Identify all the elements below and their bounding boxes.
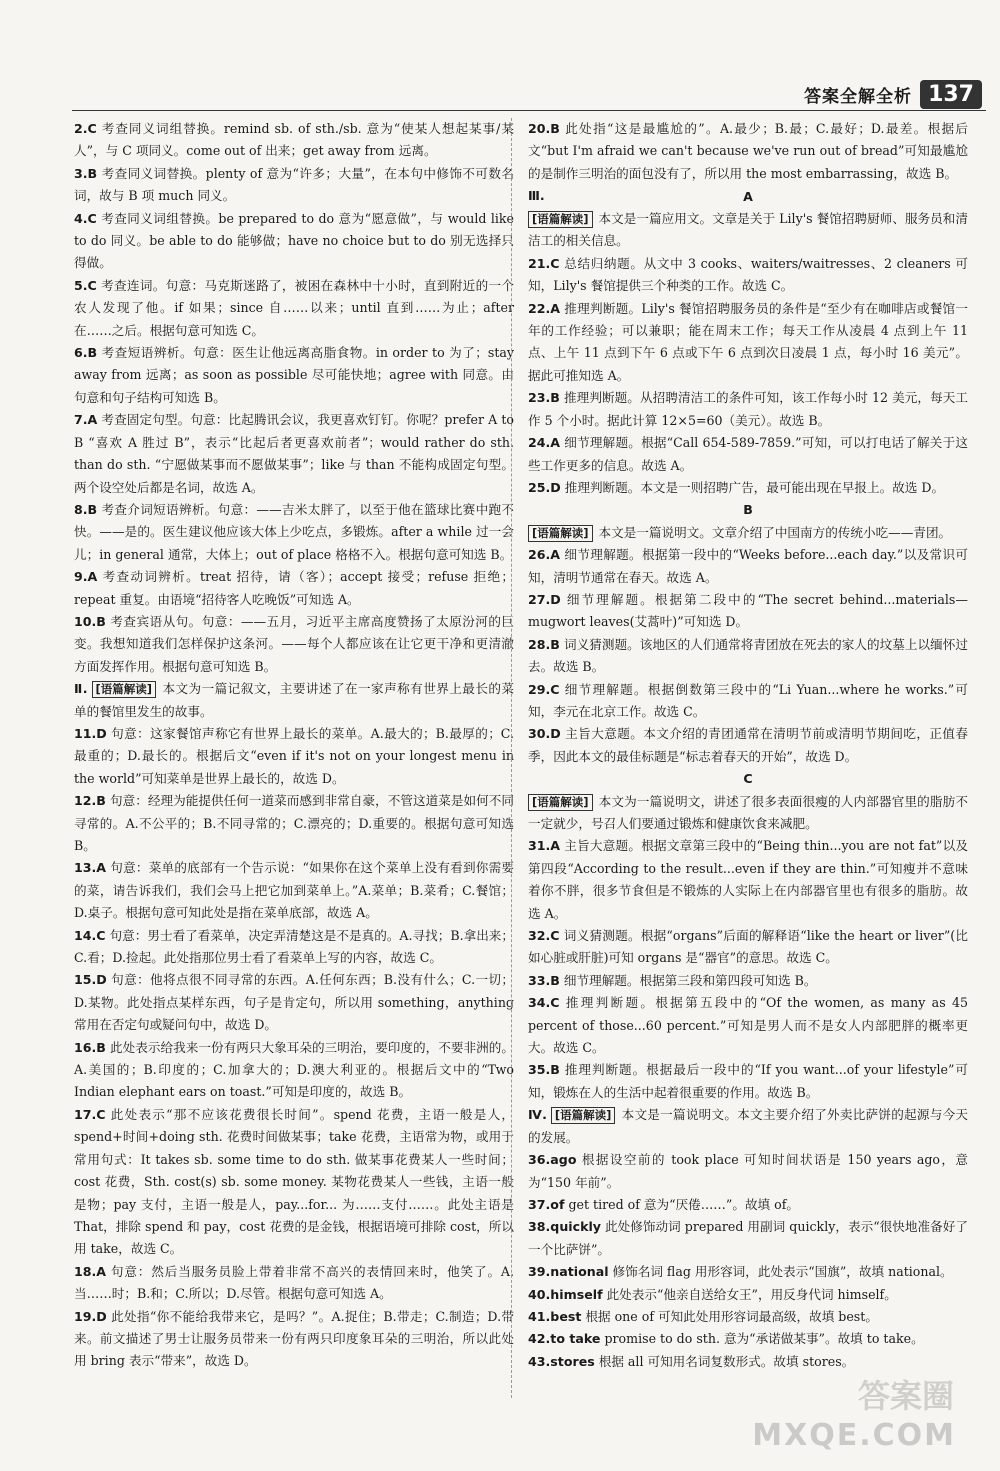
answer-number: 17.C: [74, 1106, 106, 1122]
answer-explanation: 推理判断题。Lily's 餐馆招聘服务员的条件是“至少有在咖啡店或餐馆一年的工作经验；可以兼职；能在周末工作；每天工作从凌晨 4 点到上午 11 点、上午 11 点到下午 6 点或下午 6 点到次日凌晨 1 点，每小时 16 美元”。据此可推知选 A。: [528, 300, 968, 383]
page-header: [804, 80, 982, 109]
answer-number: 18.A: [74, 1263, 107, 1279]
answer-explanation: 本文为一篇说明文，讲述了很多表面很瘦的人内部器官里的脂肪不一定就少，号召人们要通过锻炼和健康饮食来减肥。: [528, 793, 968, 831]
answer-number: 42.to take: [528, 1331, 601, 1347]
answer-entry: [74, 499, 514, 566]
answer-number: 29.C: [528, 681, 560, 697]
answer-number: 31.A: [528, 838, 561, 854]
answer-number: 27.D: [528, 591, 561, 607]
answer-entry: [74, 208, 514, 275]
answer-entry: [528, 118, 968, 185]
answer-explanation: 考查动词辨析。treat 招待，请（客）；accept 接受；refuse 拒绝；repeat 重复。由语境“招待客人吃晚饭”可知选 A。: [74, 569, 514, 607]
answer-entry: [528, 925, 968, 970]
answer-entry: [528, 208, 968, 253]
answer-explanation: 根据 all 可知用名词复数形式。故填 stores。: [598, 1353, 855, 1369]
answer-explanation: 考查宾语从句。句意：——五月，习近平主席高度赞扬了太原汾河的巨变。我想知道我们怎样保护这条河。——每个人都应该在让它更干净和更清澈方面发挥作用。根据句意可知选 B。: [74, 613, 514, 674]
answer-number: 37.of: [528, 1196, 565, 1212]
answer-entry: [528, 970, 968, 992]
answer-number: 11.D: [74, 725, 107, 741]
header-divider: [72, 110, 986, 111]
answer-explanation: 句意：然后当服务员脸上带着非常不高兴的表情回来时，他笑了。A.当……时；B.和；C.所以；D.尽管。根据句意可知选 A。: [74, 1263, 514, 1302]
answer-number: 21.C: [528, 255, 560, 271]
answer-entry: [528, 589, 968, 634]
answer-entry: [528, 1194, 968, 1216]
answer-number: 38.quickly: [528, 1219, 601, 1235]
answer-entry: [74, 969, 514, 1036]
answer-explanation: 推理判断题。本文是一则招聘广告，最可能出现在早报上。故选 D。: [564, 479, 945, 495]
answer-number: 35.B: [528, 1062, 560, 1078]
answer-entry: [528, 791, 968, 836]
answer-entry: [74, 275, 514, 342]
answer-number: 14.C: [74, 927, 106, 943]
answer-entry: [528, 1306, 968, 1328]
answer-explanation: 考查介词短语辨析。句意：——吉米太胖了，以至于他在篮球比赛中跑不快。——是的。医生建议他应该大体上少吃点，多锻炼。after a while 过一会儿；in general 通常，大体上；out of place 格格不入。根据句意可知选 B。: [74, 501, 514, 562]
left-column: [74, 118, 514, 1373]
answer-entry: [528, 992, 968, 1059]
answer-explanation: 句意：这家餐馆声称它有世界上最长的菜单。A.最大的；B.最厚的；C.最重的；D.最长的。根据后文“even if it's not on your longest menu in the world”可知菜单是世界上最长的，故选 D。: [74, 725, 514, 786]
answer-entry: [74, 611, 514, 678]
answer-number: 24.A: [528, 435, 561, 451]
answer-entry: [528, 1261, 968, 1283]
answer-explanation: 此处修饰动词 prepared 用副词 quickly，表示“很快地准备好了一个比萨饼”。: [528, 1219, 968, 1257]
answer-explanation: 本文为一篇记叙文，主要讲述了在一家声称有世界上最长的菜单的餐馆里发生的故事。: [74, 681, 514, 719]
answer-entry: [528, 1351, 968, 1373]
answer-entry: [528, 253, 968, 298]
header-title: 答案全解全析: [804, 87, 913, 107]
answer-number: 30.D: [528, 726, 561, 742]
passage-analysis-tag: [语篇解读]: [551, 1107, 616, 1124]
answer-entry: [528, 1328, 968, 1350]
answer-entry: [74, 409, 514, 499]
answer-number: 13.A: [74, 860, 107, 876]
answer-explanation: 此处表示“那不应该花费很长时间”。spend 花费，主语一般是人，spend+时间+doing sth. 花费时间做某事；take 花费，主语常为物，或用于常用句式：It takes sb. some time to do sth. 做某事花费某人一些时间；cost 花费，Sth. cost(s) sb. some money. 某物花费某人一些钱，主语一般是物；pay 支付，主语一般是人，pay...for... 为……支付……。此处主语是 That，排除 spend 和 pay，cost 花费的是金钱，根据语境可排除 cost，所以用 take，故选 C。: [74, 1106, 514, 1257]
answer-entry: [74, 1037, 514, 1104]
answer-explanation: 修饰名词 flag 用形容词，此处表示“国旗”，故填 national。: [612, 1264, 953, 1280]
answer-explanation: 本文是一篇说明文。本文主要介绍了外卖比萨饼的起源与今天的发展。: [528, 1107, 969, 1145]
answer-number: 19.D: [74, 1308, 107, 1324]
answer-number: 9.A: [74, 569, 98, 585]
answer-entry: [74, 925, 514, 970]
section-letter-heading: C: [743, 771, 753, 787]
answer-entry: [528, 298, 968, 388]
answer-explanation: get tired of 意为“厌倦……”。故填 of。: [568, 1196, 799, 1212]
right-column: [528, 118, 968, 1373]
section-letter-heading: B: [743, 502, 753, 518]
answer-number: 16.B: [74, 1039, 106, 1055]
answer-entry: [74, 1261, 514, 1306]
passage-analysis-tag: [语篇解读]: [528, 211, 593, 228]
watermark-logo: 答案圈 MXQE.COM: [752, 1377, 956, 1453]
answer-explanation: 推理判断题。根据最后一段中的“If you want...of your lifestyle”可知，锻炼在人的生活中起着很重要的作用。故选 B。: [528, 1062, 968, 1100]
answer-number: 23.B: [528, 390, 560, 406]
answer-number: 8.B: [74, 501, 98, 517]
answer-entry: [74, 1306, 514, 1373]
section-roman-heading: Ⅲ.: [528, 188, 545, 204]
answer-number: 2.C: [74, 121, 97, 136]
answer-number: 43.stores: [528, 1353, 595, 1369]
answer-entry: [74, 857, 514, 924]
answer-number: 39.national: [528, 1264, 609, 1280]
answer-number: Ⅳ.: [528, 1107, 547, 1123]
answer-entry: [74, 790, 514, 857]
answer-explanation: 细节理解题。根据“Call 654-589-7859.”可知，可以打电话了解关于这些工作更多的信息。故选 A。: [528, 435, 968, 473]
answer-explanation: 此处指“这是最尴尬的”。A.最少；B.最；C.最好；D.最差。根据后文“but I'm afraid we can't because we've run out of bread”可知最尴尬的是制作三明治的面包没有了，所以用 the most embarrassing，故选 B。: [528, 121, 968, 181]
answer-explanation: 句意：菜单的底部有一个告示说：“如果你在这个菜单上没有看到你需要的菜，请告诉我们，我们会马上把它加到菜单上。”A.菜单；B.菜肴；C.餐馆；D.桌子。根据句意可知此处是指在菜单底部，故选 A。: [74, 860, 514, 921]
answer-explanation: 主旨大意题。本文介绍的青团通常在清明节前或清明节期间吃，正值春季，因此本文的最佳标题是“标志着春天的开始”，故选 D。: [528, 726, 968, 764]
answer-number: 6.B: [74, 345, 98, 361]
answer-entry: [74, 678, 514, 723]
answer-explanation: promise to do sth. 意为“承诺做某事”。故填 to take。: [604, 1331, 924, 1347]
answer-entry: [528, 1216, 968, 1261]
answer-explanation: 本文是一篇应用文。文章是关于 Lily's 餐馆招聘厨师、服务员和清洁工的相关信息。: [528, 211, 968, 249]
answer-explanation: 此处表示“他亲自送给女王”，用反身代词 himself。: [606, 1286, 897, 1302]
answer-explanation: 考查同义词组替换。remind sb. of sth./sb. 意为“使某人想起某事/某人”，与 C 项同义。come out of 出来；get away from 远离。: [74, 121, 514, 159]
answer-entry: [528, 835, 968, 925]
answer-entry: [528, 544, 968, 589]
passage-analysis-tag: [语篇解读]: [528, 525, 593, 542]
answer-entry: [74, 566, 514, 611]
answer-number: 4.C: [74, 210, 97, 226]
answer-explanation: 句意：男士看了看菜单，决定弄清楚这是不是真的。A.寻找；B.拿出来；C.看；D.捡起。此处指那位男士看了看菜单上写的内容，故选 C。: [74, 927, 514, 966]
answer-explanation: 词义猜测题。根据“organs”后面的解释语“like the heart or liver”(比如心脏或肝脏)可知 organs 是“器官”的意思。故选 C。: [528, 928, 968, 966]
answer-explanation: 根据设空前的 took place 可知时间状语是 150 years ago，意为“150 年前”。: [528, 1152, 968, 1190]
answer-entry: [528, 477, 968, 499]
column-divider: [511, 118, 512, 1398]
answer-explanation: 推理判断题。从招聘清洁工的条件可知，该工作每小时 12 美元，每天工作 5 个小时。据此计算 12×5=60（美元）。故选 B。: [528, 390, 968, 428]
answer-number: 40.himself: [528, 1286, 603, 1302]
answer-explanation: 考查同义词组替换。be prepared to do 意为“愿意做”，与 would like to do 同义。be able to do 能够做；have no choice but to do 别无选择只得做。: [74, 210, 514, 271]
answer-explanation: 此处表示给我来一份有两只大象耳朵的三明治，要印度的，不要非洲的。A.美国的；B.印度的；C.加拿大的；D.澳大利亚的。根据后文中的“Two Indian elephant ears on toast.”可知是印度的，故选 B。: [74, 1039, 514, 1100]
answer-number: 3.B: [74, 165, 98, 181]
answer-number: 12.B: [74, 793, 106, 809]
answer-entry: [528, 1149, 968, 1194]
answer-explanation: 考查同义词替换。plenty of 意为“许多；大量”，在本句中修饰不可数名词，故与 B 项 much 同义。: [74, 165, 514, 204]
answer-explanation: 推理判断题。根据第五段中的“Of the women, as many as 45 percent of those...60 percent.”可知是男人而不是女人内部肥胖的概率更大。故选 C。: [528, 995, 968, 1056]
answer-number: 28.B: [528, 636, 560, 652]
answer-entry: [528, 723, 968, 768]
answer-entry: [528, 522, 968, 544]
answer-number: 22.A: [528, 300, 561, 316]
answer-number: 33.B: [528, 972, 560, 988]
answer-explanation: 考查短语辨析。句意：医生让他远离高脂食物。in order to 为了；stay away from 远离；as soon as possible 尽可能快地；agree with 同意。由句意和句子结构可知选 B。: [74, 345, 514, 405]
answer-number: 36.ago: [528, 1152, 577, 1168]
answer-explanation: 细节理解题。根据第三段和第四段可知选 B。: [563, 972, 817, 988]
answer-number: 32.C: [528, 928, 560, 944]
answer-number: 5.C: [74, 277, 97, 293]
answer-entry: [74, 163, 514, 208]
answer-explanation: 根据 one of 可知此处用形容词最高级，故填 best。: [585, 1308, 878, 1324]
passage-analysis-tag: [语篇解读]: [92, 681, 157, 698]
answer-explanation: 此处指“你不能给我带来它，是吗？”。A.捉住；B.带走；C.制造；D.带来。前文描述了男士让服务员带来一份有两只印度象耳朵的三明治，所以此处用 bring 表示“带来”，故选 D。: [74, 1308, 514, 1369]
answer-number: 15.D: [74, 972, 107, 988]
answer-entry: [74, 342, 514, 409]
answer-explanation: 词义猜测题。该地区的人们通常将青团放在死去的家人的坟墓上以缅怀过去。故选 B。: [528, 636, 968, 675]
page-number: 137: [920, 80, 982, 109]
answer-entry: [528, 1059, 968, 1104]
answer-entry: [528, 1104, 968, 1149]
answer-entry: [74, 723, 514, 790]
answer-entry: [74, 1104, 514, 1261]
answer-explanation: 主旨大意题。根据文章第三段中的“Being thin...you are not fat”以及第四段“According to the result...even if they are thin.”可知瘦并不意味着你不胖，很多节食但是不锻炼的人实际上在内部器官里也有很多的脂肪。故选 A。: [528, 838, 968, 921]
passage-analysis-tag: [语篇解读]: [528, 794, 593, 811]
answer-number: 20.B: [528, 121, 560, 136]
answer-explanation: 本文是一篇说明文。文章介绍了中国南方的传统小吃——青团。: [598, 524, 952, 540]
answer-explanation: 细节理解题。根据第一段中的“Weeks before...each day.”以及常识可知，清明节通常在春天。故选 A。: [528, 547, 968, 585]
answer-explanation: 句意：经理为能提供任何一道菜而感到非常自豪，不管这道菜是如何不同寻常的。A.不公平的；B.不同寻常的；C.漂亮的；D.重要的。根据句意可知选 B。: [74, 793, 514, 853]
answer-number: 26.A: [528, 547, 561, 563]
answer-entry: [528, 634, 968, 679]
answer-number: 10.B: [74, 613, 106, 629]
answer-explanation: 考查连词。句意：马克斯迷路了，被困在森林中十小时，直到附近的一个农人发现了他。if 如果；since 自……以来；until 直到……为止；after 在……之后。根据句意可知选 C。: [74, 277, 514, 338]
answer-explanation: 句意：他将点很不同寻常的东西。A.任何东西；B.没有什么；C.一切；D.某物。此处指点某样东西，句子是肯定句，所以用 something，anything 常用在否定句或疑问句中，故选 D。: [74, 972, 514, 1033]
answer-explanation: 细节理解题。根据第二段中的“The secret behind...materials—mugwort leaves(艾蒿叶)”可知选 D。: [528, 591, 968, 630]
answer-entry: [74, 118, 514, 163]
answer-entry: [528, 679, 968, 724]
answer-explanation: 总结归纳题。从文中 3 cooks、waiters/waitresses、2 cleaners 可知，Lily's 餐馆提供三个种类的工作。故选 C。: [528, 255, 968, 294]
answer-entry: [528, 1284, 968, 1306]
answer-number: 25.D: [528, 479, 561, 495]
answer-number: 34.C: [528, 995, 560, 1011]
answer-entry: [528, 387, 968, 432]
answer-number: Ⅱ.: [74, 681, 88, 697]
section-letter-heading: A: [743, 188, 753, 204]
answer-explanation: 细节理解题。根据倒数第三段中的“Li Yuan...where he works.”可知，李元在北京工作。故选 C。: [528, 681, 968, 719]
answer-explanation: 考查固定句型。句意：比起腾讯会议，我更喜欢钉钉。你呢？prefer A to B “喜欢 A 胜过 B”，表示“比起后者更喜欢前者”；would rather do sth. than do sth. “宁愿做某事而不愿做某事”；like 与 than 不能构成固定句型。两个设空处后都是名词，故选 A。: [74, 412, 514, 495]
answer-entry: [528, 432, 968, 477]
answer-number: 7.A: [74, 412, 98, 428]
answer-number: 41.best: [528, 1308, 582, 1324]
